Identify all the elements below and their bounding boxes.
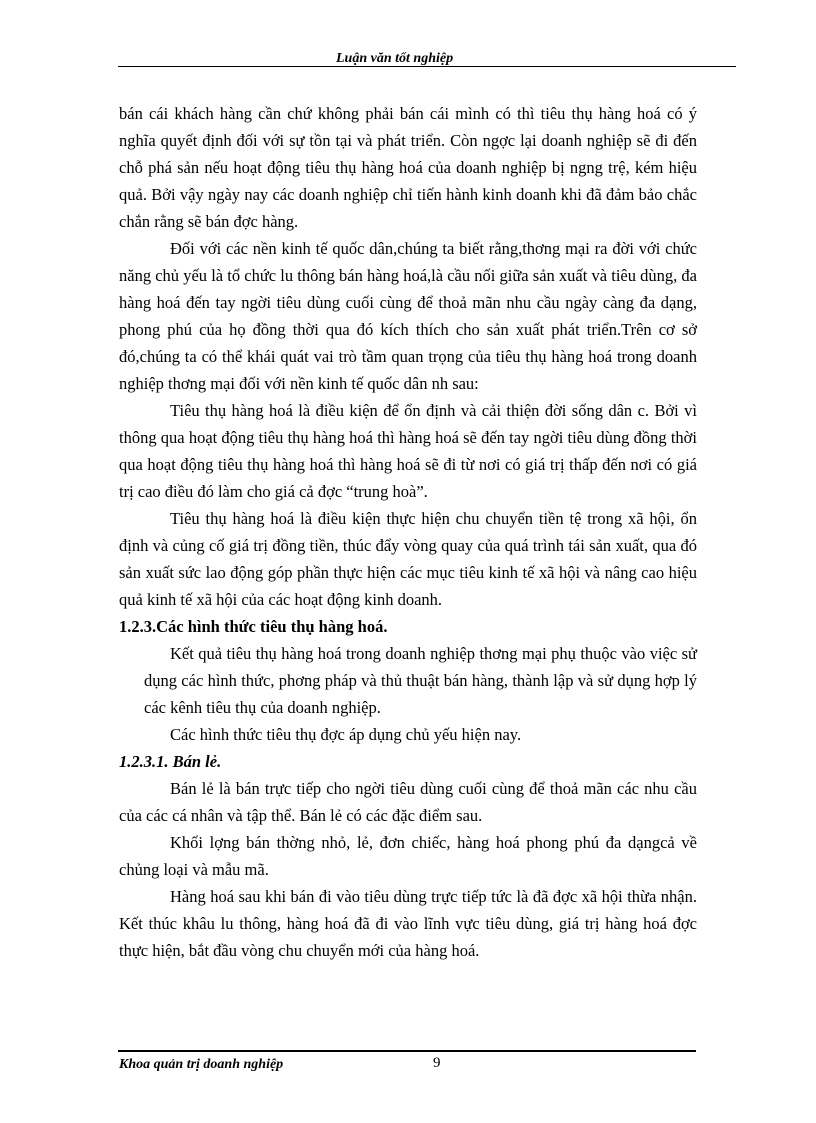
paragraph: Các hình thức tiêu thụ đợc áp dụng chủ yếu hiện nay. [170, 725, 522, 744]
section-heading: 1.2.3.Các hình thức tiêu thụ hàng hoá. [119, 617, 388, 636]
running-header: Luận văn tốt nghiệp [336, 52, 454, 66]
paragraph: Hàng hoá sau khi bán đi vào tiêu dùng trực tiếp tức là đã đợc xã hội thừa nhận. Kết thúc khâu lu thông, hàng hoá đã đi vào lĩnh vực tiêu dùng, giá trị hàng hoá đợc thực hiện, bắt đầu vòng chu chuyển mới của hàng hoá. [119, 887, 697, 960]
page-body [119, 100, 697, 964]
header-rule [118, 66, 736, 67]
paragraph: Kết quả tiêu thụ hàng hoá trong doanh nghiệp thơng mại phụ thuộc vào việc sử dụng các hình thức, phơng pháp và thủ thuật bán hàng, thành lập và sử dụng hợp lý các kênh tiêu thụ của doanh nghiệp. [144, 644, 697, 717]
paragraph: Đối với các nền kinh tế quốc dân,chúng ta biết rằng,thơng mại ra đời với chức năng chủ yếu là tổ chức lu thông bán hàng hoá,là cầu nối giữa sản xuất và tiêu dùng, đa hàng hoá đến tay ngời tiêu dùng cuối cùng để thoả mãn nhu cầu ngày càng đa dạng, phong phú của họ đồng thời qua đó kích thích cho sản xuất phát triển.Trên cơ sở đó,chúng ta có thể khái quát vai trò tầm quan trọng của tiêu thụ hàng hoá trong doanh nghiệp thơng mại đối với nền kinh tế quốc dân nh sau: [119, 239, 697, 393]
paragraph: bán cái khách hàng cần chứ không phải bán cái mình có thì tiêu thụ hàng hoá có ý nghĩa quyết định đối với sự tồn tại và phát triển. Còn ngợc lại doanh nghiệp sẽ đi đến chỗ phá sản nếu hoạt động tiêu thụ hàng hoá của doanh nghiệp bị ngng trệ, kém hiệu quả. Bởi vậy ngày nay các doanh nghiệp chỉ tiến hành kinh doanh khi đã đảm bảo chắc chắn rằng sẽ bán đợc hàng. [119, 104, 697, 231]
page-number: 9 [433, 1055, 441, 1071]
paragraph: Khối lợng bán thờng nhỏ, lẻ, đơn chiếc, hàng hoá phong phú đa dạngcả về chủng loại và mẫu mã. [119, 833, 697, 879]
footer-rule [118, 1050, 696, 1052]
footer-department: Khoa quản trị doanh nghiệp [119, 1057, 284, 1072]
paragraph: Bán lẻ là bán trực tiếp cho ngời tiêu dùng cuối cùng để thoả mãn các nhu cầu của các cá nhân và tập thể. Bán lẻ có các đặc điểm sau. [119, 779, 697, 825]
subsection-heading: 1.2.3.1. Bán lẻ. [119, 752, 222, 771]
paragraph: Tiêu thụ hàng hoá là điều kiện để ổn định và cải thiện đời sống dân c. Bởi vì thông qua hoạt động tiêu thụ hàng hoá thì hàng hoá sẽ đến tay ngời tiêu dùng đồng thời qua hoạt động tiêu thụ hàng hoá thì hàng hoá sẽ đi từ nơi có giá trị thấp đến nơi có giá trị cao điều đó làm cho giá cả đợc “trung hoà”. [119, 401, 697, 501]
paragraph: Tiêu thụ hàng hoá là điều kiện thực hiện chu chuyển tiền tệ trong xã hội, ổn định và củng cố giá trị đồng tiền, thúc đẩy vòng quay của quá trình tái sản xuất, qua đó sản xuất sức lao động góp phần thực hiện các mục tiêu kinh tế xã hội và nâng cao hiệu quả kinh tế xã hội của các hoạt động kinh doanh. [119, 509, 697, 609]
